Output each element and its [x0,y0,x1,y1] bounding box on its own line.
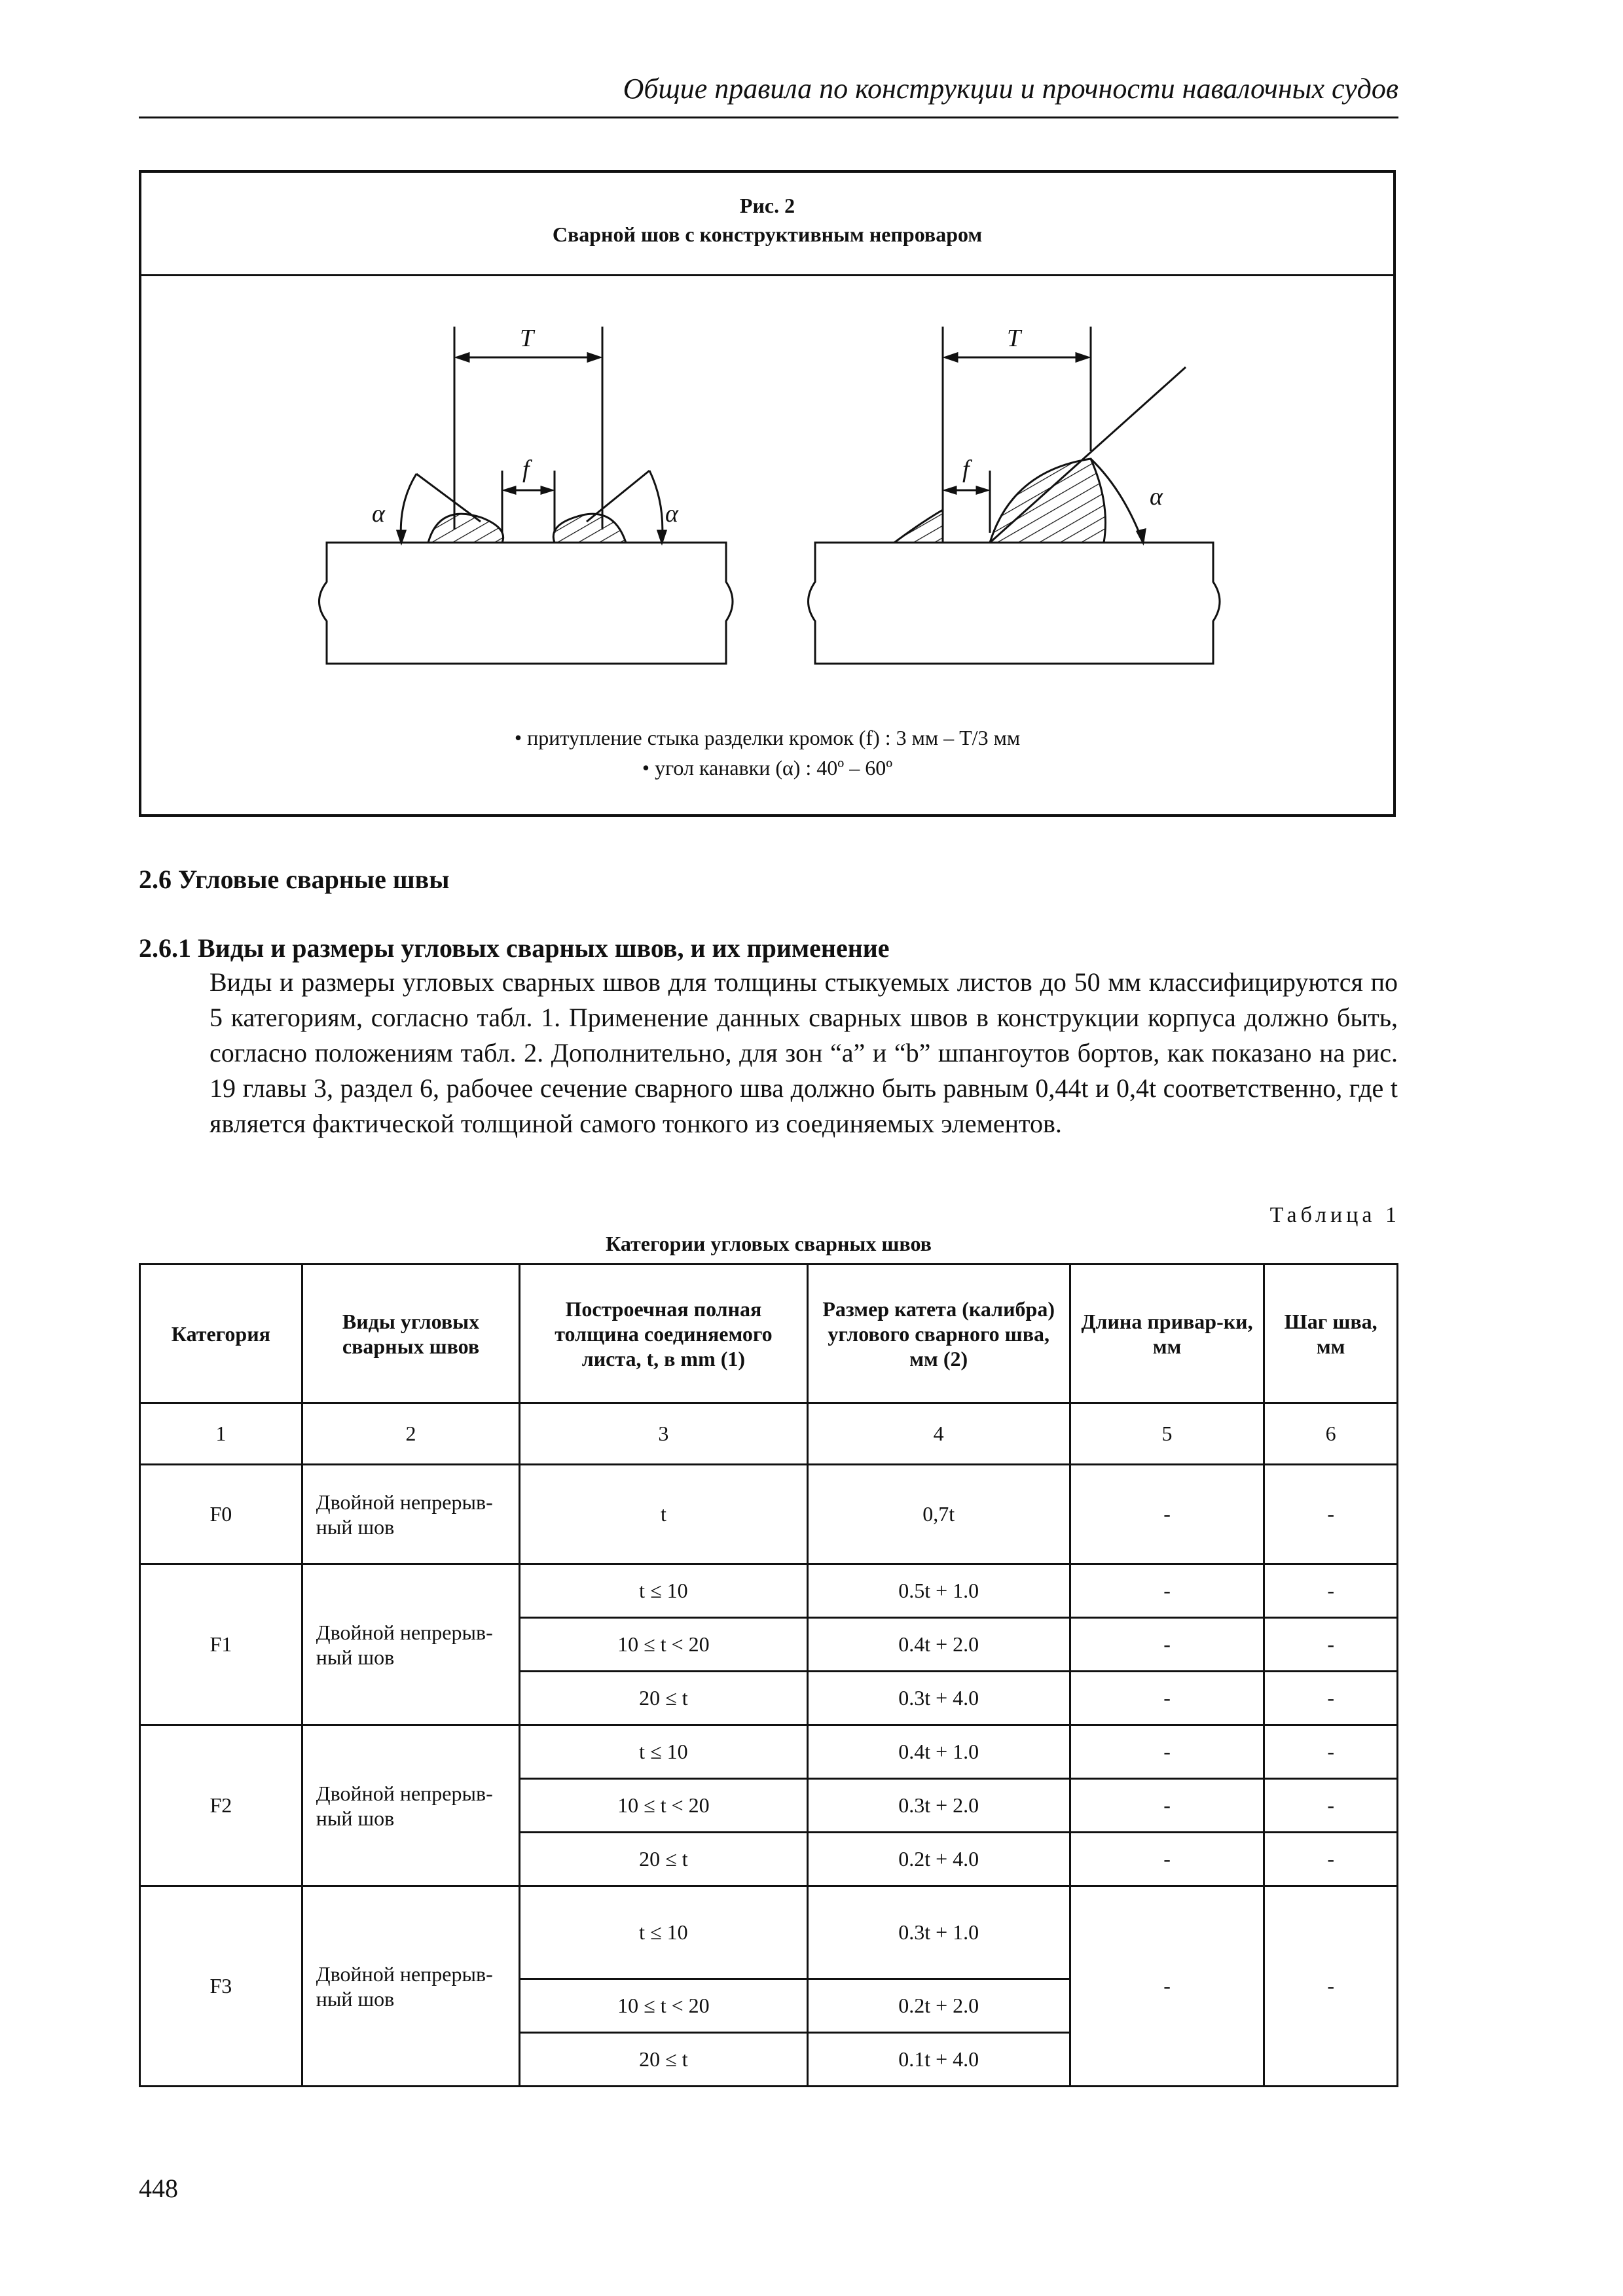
table-header-row [140,1265,1398,1403]
length-cell: - [1070,1672,1264,1725]
leg-size-cell: 0.4t + 2.0 [807,1618,1070,1672]
dim-T-left: T [520,325,534,352]
leg-size-cell: 0.2t + 2.0 [807,1979,1070,2033]
table-title: Категории угловых сварных швов [606,1232,932,1255]
table-row [140,1564,1398,1618]
section-heading: 2.6 Угловые сварные швы [139,865,450,894]
col-number: 6 [1264,1403,1398,1465]
category-cell: F1 [140,1564,302,1725]
header-pitch: Шаг шва, мм [1264,1265,1398,1403]
thickness-cell: 10 ≤ t < 20 [520,1618,807,1672]
leg-size-cell: 0.5t + 1.0 [807,1564,1070,1618]
plate-left [319,543,733,664]
dim-T-right: T [1007,325,1021,352]
thickness-cell: 20 ≤ t [520,1672,807,1725]
note-root-face: • притупление стыка разделки кромок (f) : 3 мм – T/3 мм [514,726,1021,749]
figure-box [139,170,1396,817]
table-row [140,1886,1398,1979]
leg-size-cell: 0.4t + 1.0 [807,1725,1070,1779]
subsection-heading: 2.6.1 Виды и размеры угловых сварных швов, и их применение [139,933,890,963]
pitch-cell: - [1264,1618,1398,1672]
thickness-cell: t [520,1465,807,1564]
leg-size-cell: 0.3t + 2.0 [807,1779,1070,1833]
column-number-row [140,1403,1398,1465]
pitch-cell: - [1264,1886,1398,2087]
header-leg-size: Размер катета (калибра) углового сварного шва, мм (2) [807,1265,1070,1403]
length-cell: - [1070,1886,1264,2087]
running-header: Общие правила по конструкции и прочности навалочных судов [623,73,1398,105]
fillet-weld-table [139,1263,1398,2087]
thickness-cell: t ≤ 10 [520,1564,807,1618]
table-row [140,1465,1398,1564]
pitch-cell: - [1264,1465,1398,1564]
header-length: Длина привар-ки, мм [1070,1265,1264,1403]
thickness-cell: 20 ≤ t [520,2033,807,2087]
leg-size-cell: 0,7t [807,1465,1070,1564]
col-number: 5 [1070,1403,1264,1465]
col-number: 1 [140,1403,302,1465]
angle-alpha-right: α [1150,483,1163,511]
col-number: 3 [520,1403,807,1465]
category-cell: F0 [140,1465,302,1564]
page-number: 448 [139,2174,178,2203]
thickness-cell: 10 ≤ t < 20 [520,1779,807,1833]
thickness-cell: 10 ≤ t < 20 [520,1979,807,2033]
length-cell: - [1070,1779,1264,1833]
figure-notes [141,723,1393,783]
pitch-cell: - [1264,1725,1398,1779]
pitch-cell: - [1264,1779,1398,1833]
table-number: Таблица 1 [1269,1203,1400,1227]
plate-right [809,543,1220,664]
body-paragraph: Виды и размеры угловых сварных швов для толщины стыкуемых листов до 50 мм классифицируются по 5 категориям, согласно табл. 1. Применение данных сварных швов в конструкции корпуса должно быть, согласно положениям табл. 2. Дополнительно, для зон “a” и “b” шпангоутов бортов, как показано на рис. 19 главы 3, раздел 6, рабочее сечение сварного шва должно быть равным 0,44t и 0,4t соответственно, где t является фактической толщиной самого тонкого из соединяемых элементов. [210,967,1398,1138]
angle-alpha-mid: α [665,500,678,528]
weld-kind-cell: Двойной непрерыв-ный шов [302,1725,520,1886]
category-cell: F3 [140,1886,302,2087]
note-groove-angle: • угол канавки (α) : 40º – 60º [642,756,893,780]
pitch-cell: - [1264,1833,1398,1886]
angle-alpha-left: α [372,500,385,528]
dim-f-left: f [522,456,530,483]
thickness-cell: 20 ≤ t [520,1833,807,1886]
dim-f-right: f [962,456,970,483]
header-rule [139,117,1398,118]
header-weld-kind: Виды угловых сварных швов [302,1265,520,1403]
pitch-cell: - [1264,1564,1398,1618]
weld-right-b [990,459,1106,543]
figure-title: Сварной шов с конструктивным непроваром [552,223,983,246]
length-cell: - [1070,1833,1264,1886]
leg-size-cell: 0.1t + 4.0 [807,2033,1070,2087]
figure-number: Рис. 2 [739,194,795,217]
weld-kind-cell: Двойной непрерыв-ный шов [302,1564,520,1725]
weld-diagram [141,274,1393,719]
length-cell: - [1070,1725,1264,1779]
header-thickness: Построечная полная толщина соединяемого листа, t, в mm (1) [520,1265,807,1403]
header-category: Категория [140,1265,302,1403]
col-number: 2 [302,1403,520,1465]
pitch-cell: - [1264,1672,1398,1725]
col-number: 4 [807,1403,1070,1465]
length-cell: - [1070,1618,1264,1672]
thickness-cell: t ≤ 10 [520,1886,807,1979]
figure-caption [141,173,1393,276]
table-row [140,1725,1398,1779]
leg-size-cell: 0.3t + 4.0 [807,1672,1070,1725]
weld-kind-cell: Двойной непрерыв-ный шов [302,1465,520,1564]
weld-kind-cell: Двойной непрерыв-ный шов [302,1886,520,2087]
weld-left-a [428,514,503,543]
length-cell: - [1070,1465,1264,1564]
leg-size-cell: 0.2t + 4.0 [807,1833,1070,1886]
category-cell: F2 [140,1725,302,1886]
weld-right-a [894,510,943,543]
length-cell: - [1070,1564,1264,1618]
leg-size-cell: 0.3t + 1.0 [807,1886,1070,1979]
thickness-cell: t ≤ 10 [520,1725,807,1779]
